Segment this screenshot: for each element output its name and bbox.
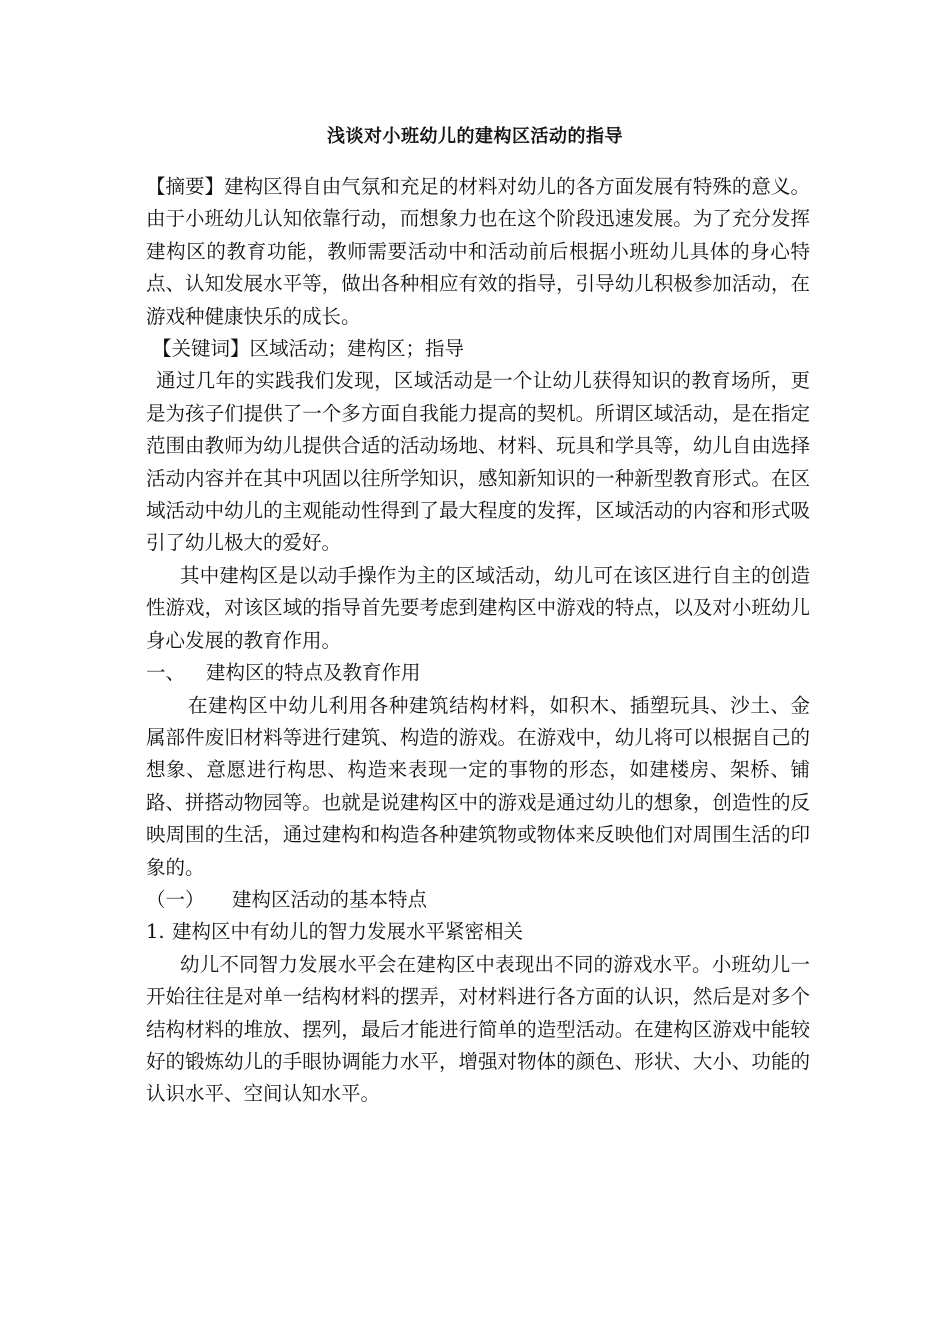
point-heading-1: [146, 916, 810, 948]
subsection-title: 建构区活动的基本特点: [232, 887, 428, 911]
point-number: 1.: [146, 920, 165, 944]
document-body: [146, 171, 810, 1111]
section-heading-1: [146, 657, 810, 689]
subsection-heading-1: [146, 884, 810, 916]
keywords-paragraph: 【关键词】区域活动；建构区；指导: [152, 337, 465, 361]
section-title: 建构区的特点及教育作用: [206, 661, 421, 685]
point-1-paragraph: 幼儿不同智力发展水平会在建构区中表现出不同的游戏水平。小班幼儿一开始往往是对单一结构材料的摆弄，对材料进行各方面的认识，然后是对多个结构材料的堆放、摆列，最后才能进行简单的造型活动。在建构区游戏中能较好的锻炼幼儿的手眼协调能力水平，增强对物体的颜色、形状、大小、功能的认识水平、空间认知水平。: [146, 952, 810, 1106]
section-number: 一、: [146, 661, 186, 685]
section-1-paragraph: 在建构区中幼儿利用各种建筑结构材料，如积木、插塑玩具、沙土、金属部件废旧材料等进行建筑、构造的游戏。在游戏中，幼儿将可以根据自己的想象、意愿进行构思、构造来表现一定的事物的形态，如建楼房、架桥、铺路、拼搭动物园等。也就是说建构区中的游戏是通过幼儿的想象，创造性的反映周围的生活，通过建构和构造各种建筑物或物体来反映他们对周围生活的印象的。: [146, 693, 810, 879]
abstract-paragraph: 【摘要】建构区得自由气氛和充足的材料对幼儿的各方面发展有特殊的意义。由于小班幼儿认知依靠行动，而想象力也在这个阶段迅速发展。为了充分发挥建构区的教育功能，教师需要活动中和活动前后根据小班幼儿具体的身心特点、认知发展水平等，做出各种相应有效的指导，引导幼儿积极参加活动，在游戏种健康快乐的成长。: [146, 175, 810, 328]
subsection-number: （一）: [146, 887, 205, 911]
intro-paragraph-2: 其中建构区是以动手操作为主的区域活动，幼儿可在该区进行自主的创造性游戏，对该区域的指导首先要考虑到建构区中游戏的特点，以及对小班幼儿身心发展的教育作用。: [146, 563, 810, 652]
point-title: 建构区中有幼儿的智力发展水平紧密相关: [172, 920, 524, 944]
intro-paragraph-1: 通过几年的实践我们发现，区域活动是一个让幼儿获得知识的教育场所，更是为孩子们提供了一个多方面自我能力提高的契机。所谓区域活动，是在指定范围由教师为幼儿提供合适的活动场地、材料、玩具和学具等，幼儿自由选择活动内容并在其中巩固以往所学知识，感知新知识的一种新型教育形式。在区域活动中幼儿的主观能动性得到了最大程度的发挥，区域活动的内容和形式吸引了幼儿极大的爱好。: [146, 369, 810, 555]
document-title: 浅谈对小班幼儿的建构区活动的指导: [327, 126, 623, 147]
